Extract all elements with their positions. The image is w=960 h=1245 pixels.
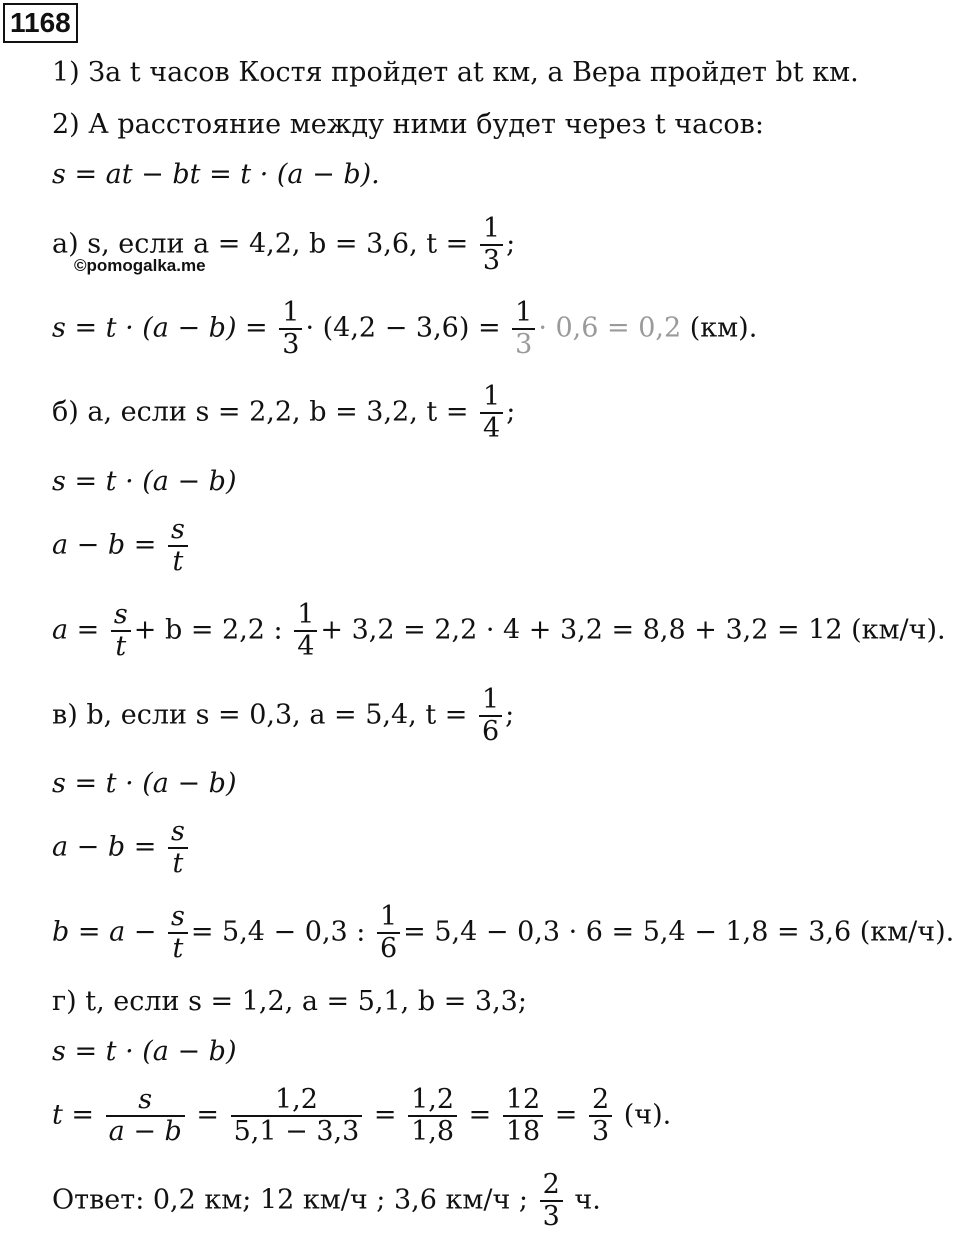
fraction	[408, 1085, 457, 1147]
fraction-numerator: 1,2	[408, 1085, 457, 1117]
fraction-denominator: 1,8	[411, 1116, 455, 1147]
expression: s = t · (a − b) =	[52, 312, 277, 344]
part-c-line-2	[52, 817, 191, 879]
fraction-numerator: 2	[589, 1085, 612, 1117]
fraction-denominator: 5,1 − 3,3	[233, 1116, 360, 1147]
watermark: ©pomogalka.me	[74, 256, 206, 275]
part-b-line-3	[52, 600, 946, 662]
fraction-numerator: s	[168, 902, 188, 934]
fraction	[168, 515, 188, 577]
part-d-line-1: s = t · (a − b)	[52, 1036, 237, 1067]
fraction	[168, 817, 188, 879]
part-a-solution	[52, 298, 757, 360]
fraction	[168, 902, 188, 964]
fraction-denominator: 4	[297, 631, 315, 662]
part-b-line-2	[52, 515, 191, 577]
fraction	[589, 1085, 612, 1147]
part-c-line-3	[52, 902, 954, 964]
semicolon: ;	[505, 699, 515, 731]
fraction-denominator: 3	[282, 329, 300, 360]
fraction	[279, 298, 302, 360]
part-a-condition-text: а) s, если a = 4,2, b = 3,6, t =	[52, 228, 477, 260]
fraction	[294, 600, 317, 662]
answer-line	[52, 1170, 601, 1232]
fraction-denominator: 6	[481, 716, 500, 747]
intro-line-1: 1) За t часов Костя пройдет at км, а Вера пройдет bt км.	[52, 57, 859, 88]
fraction-numerator: 1	[480, 382, 503, 414]
fraction-numerator: 1	[480, 214, 503, 246]
part-d-condition: г) t, если s = 1,2, a = 5,1, b = 3,3;	[52, 986, 527, 1017]
answer-unit: ч.	[565, 1184, 601, 1216]
fraction-numerator: 1	[279, 298, 302, 330]
fraction	[479, 685, 502, 747]
fraction-denominator: t	[172, 848, 184, 879]
problem-number: 1168	[3, 3, 78, 43]
part-b-line-1: s = t · (a − b)	[52, 466, 237, 497]
fraction	[231, 1085, 363, 1147]
fraction-denominator: 3	[515, 329, 533, 360]
fraction	[106, 1085, 185, 1147]
fraction-denominator: 3	[591, 1116, 610, 1147]
part-c-condition	[52, 685, 514, 747]
expression: t =	[52, 1099, 103, 1131]
fraction-numerator: s	[106, 1085, 185, 1117]
fraction-numerator: s	[168, 817, 188, 849]
fraction-numerator: 2	[540, 1170, 563, 1202]
fraction	[377, 902, 400, 964]
intro-line-2: 2) А расстояние между ними будет через t часов:	[52, 109, 764, 140]
fraction-denominator: 4	[483, 413, 501, 444]
expression: a =	[52, 614, 108, 646]
expression: a − b =	[52, 831, 165, 863]
fraction	[512, 298, 535, 360]
semicolon: ;	[506, 396, 516, 428]
fraction	[111, 600, 131, 662]
part-a-condition	[52, 214, 515, 276]
expression: · (4,2 − 3,6) =	[305, 312, 510, 344]
fraction-numerator: 1	[479, 685, 502, 717]
part-c-line-1: s = t · (a − b)	[52, 768, 237, 799]
part-d-line-2: t = $\frac{s}{a - b}$ = $\frac{1,2}{5,1 - 3,3}$ = $\frac{1,2}{1,8}$ = $\frac{12}{18}$ = $\frac{2}{3}$ (ч).	[52, 1084, 672, 1147]
part-b-condition-text: б) a, если s = 2,2, b = 3,2, t =	[52, 396, 478, 428]
expression: + 3,2 = 2,2 · 4 + 3,2 = 8,8 + 3,2 = 12 (км/ч).	[320, 614, 946, 646]
fraction-denominator: 18	[505, 1116, 541, 1147]
expression: b = a −	[52, 916, 165, 948]
fraction	[540, 1170, 563, 1232]
fraction	[480, 382, 503, 444]
answer-text: Ответ: 0,2 км; 12 км/ч ; 3,6 км/ч ;	[52, 1184, 537, 1216]
expression: + b = 2,2 :	[133, 614, 292, 646]
fraction-denominator: t	[115, 631, 127, 662]
fraction-numerator: s	[168, 515, 188, 547]
expression: = 5,4 − 0,3 · 6 = 5,4 − 1,8 = 3,6 (км/ч).	[403, 916, 955, 948]
fraction-numerator: 1	[512, 298, 535, 330]
part-c-condition-text: в) b, если s = 0,3, a = 5,4, t =	[52, 699, 476, 731]
grey-expression: · 0,6 = 0,2	[538, 312, 682, 344]
fraction	[503, 1085, 543, 1147]
fraction	[480, 214, 503, 276]
fraction-denominator: t	[172, 546, 184, 577]
part-b-condition	[52, 382, 515, 444]
main-formula: s = at − bt = t · (a − b).	[52, 159, 380, 190]
fraction-denominator: 3	[542, 1201, 560, 1232]
fraction-numerator: 1	[377, 902, 400, 934]
semicolon: ;	[506, 228, 516, 260]
expression: = 5,4 − 0,3 :	[190, 916, 374, 948]
fraction-denominator: t	[172, 933, 184, 964]
fraction-numerator: 12	[503, 1085, 543, 1117]
fraction-denominator: 6	[379, 933, 398, 964]
unit: (км).	[681, 312, 758, 344]
expression: a − b =	[52, 529, 165, 561]
fraction-denominator: a − b	[108, 1116, 182, 1147]
unit: (ч).	[615, 1099, 672, 1131]
fraction-numerator: 1	[294, 600, 317, 632]
fraction-numerator: 1,2	[231, 1085, 363, 1117]
fraction-numerator: s	[111, 600, 131, 632]
fraction-denominator: 3	[482, 245, 501, 276]
